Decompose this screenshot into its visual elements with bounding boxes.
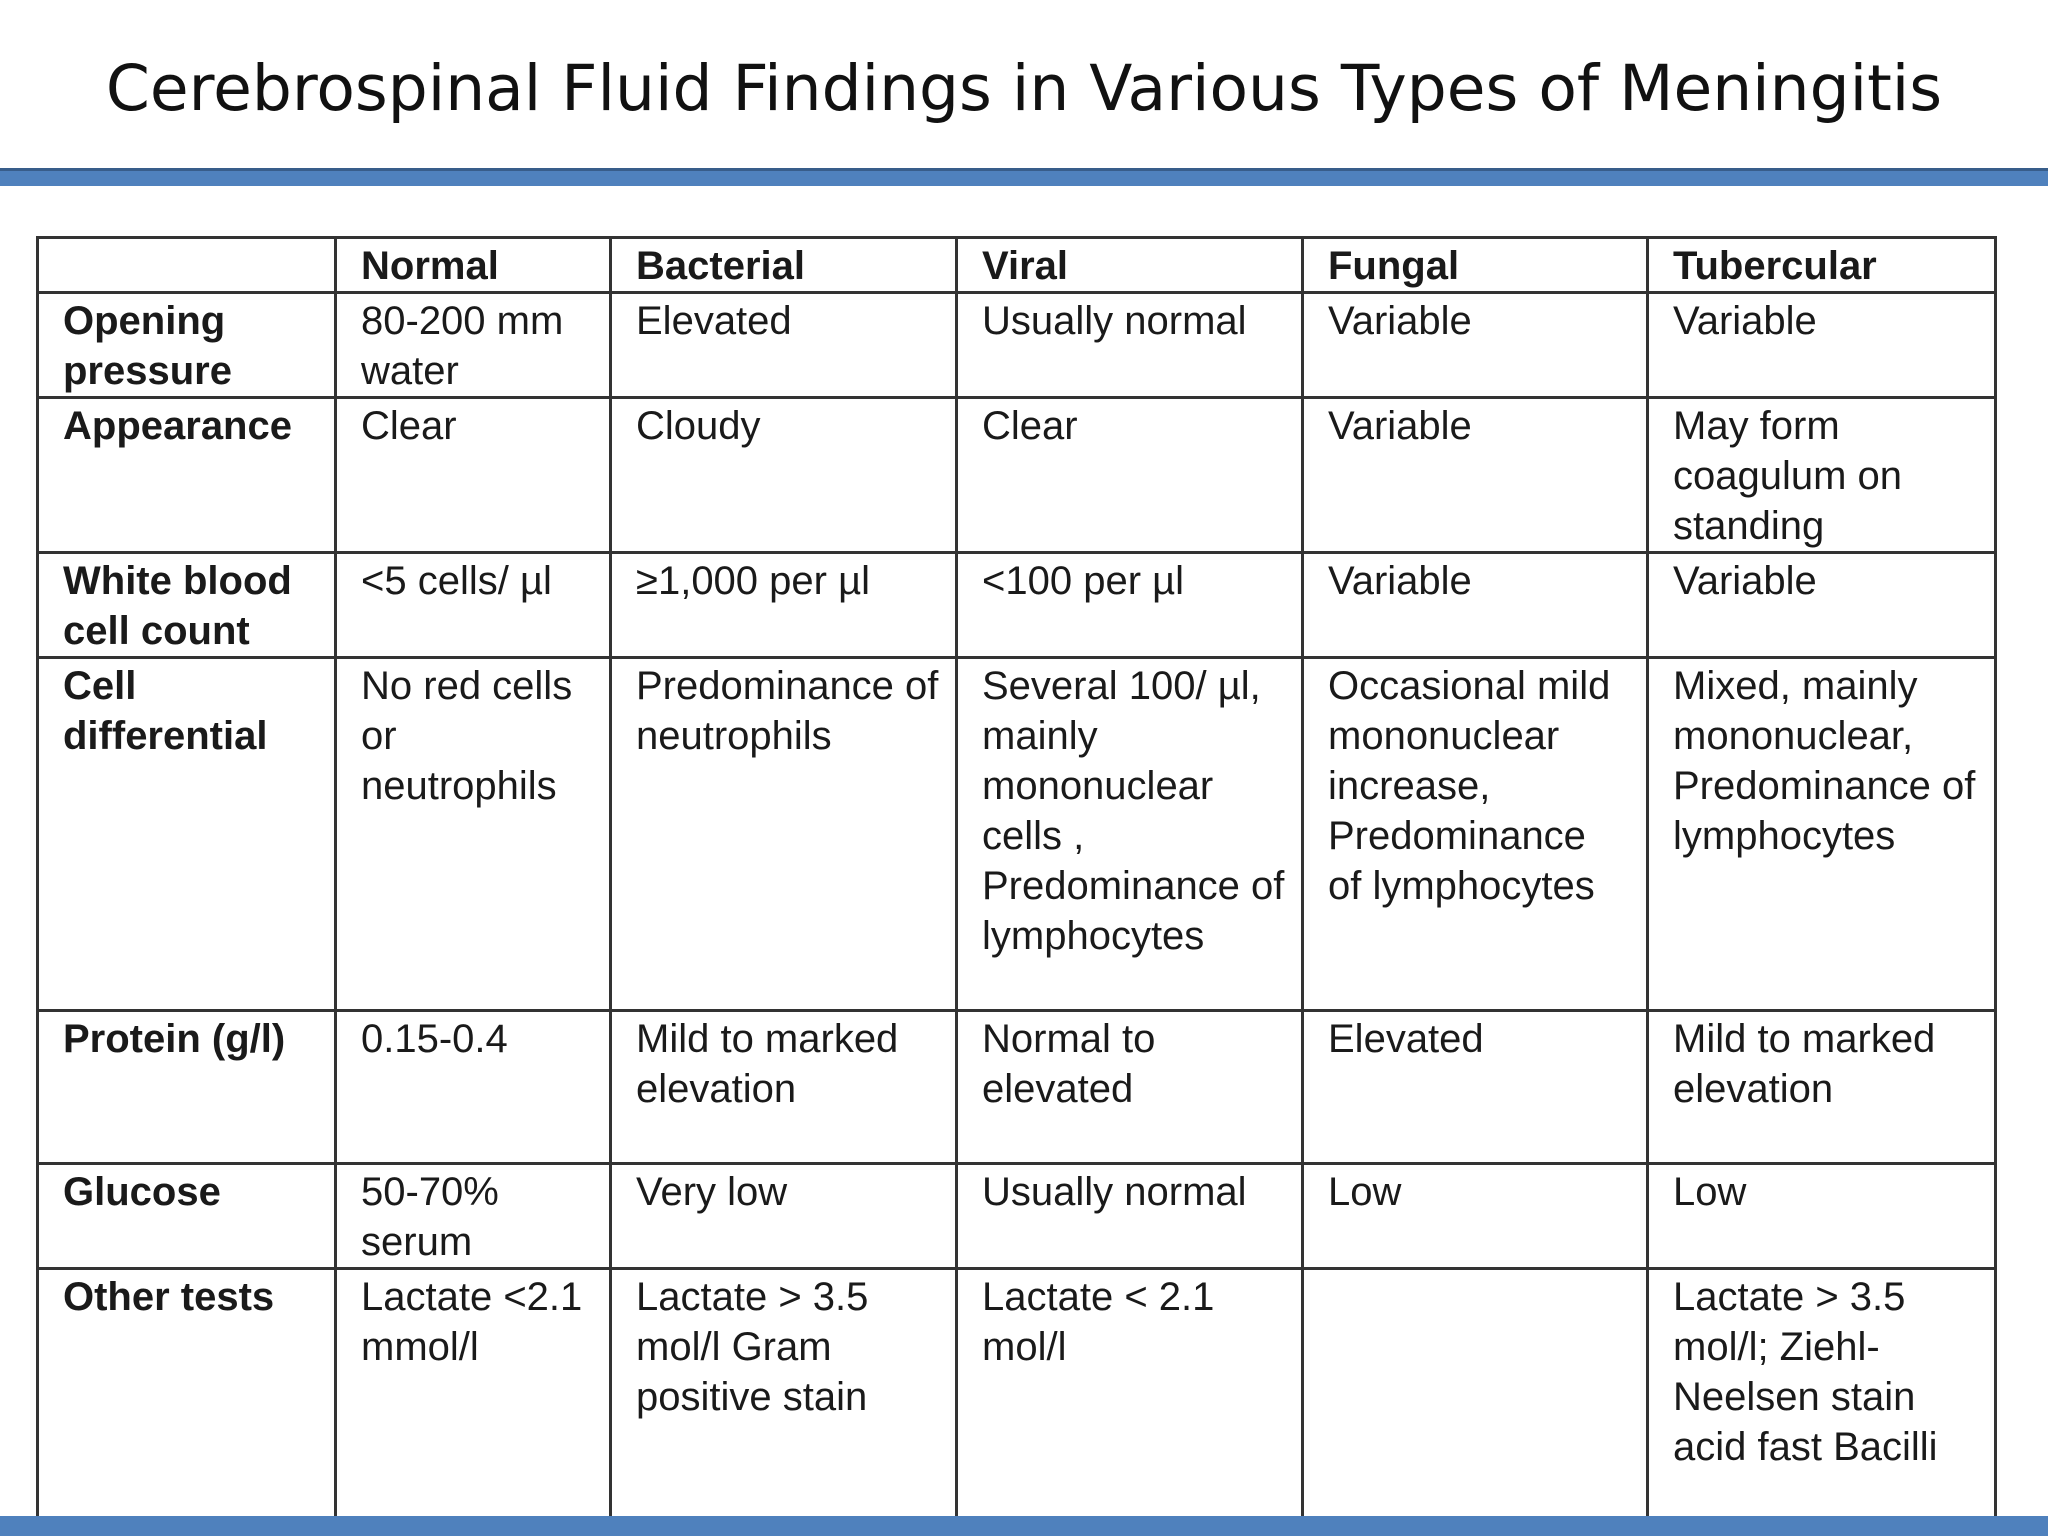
bottom-divider bbox=[0, 1516, 2048, 1536]
table-row bbox=[38, 1269, 1996, 1524]
table-cell: <5 cells/ µl bbox=[336, 553, 611, 658]
table-cell: Predominance of neutrophils bbox=[611, 658, 957, 1011]
table-cell: Very low bbox=[611, 1164, 957, 1269]
table-cell: Low bbox=[1303, 1164, 1648, 1269]
table-cell: 50-70% serum bbox=[336, 1164, 611, 1269]
table-cell: Mild to marked elevation bbox=[611, 1011, 957, 1164]
table-cell: Elevated bbox=[611, 293, 957, 398]
table-cell: Several 100/ µl, mainly mononuclear cells , Predominance of lymphocytes bbox=[957, 658, 1303, 1011]
table-cell: May form coagulum on standing bbox=[1648, 398, 1996, 553]
table-cell: Usually normal bbox=[957, 1164, 1303, 1269]
table-row bbox=[38, 658, 1996, 1011]
table-cell: Mixed, mainly mononuclear, Predominance of lymphocytes bbox=[1648, 658, 1996, 1011]
table-cell: Elevated bbox=[1303, 1011, 1648, 1164]
row-label: Glucose bbox=[38, 1164, 336, 1269]
table-cell: Variable bbox=[1303, 553, 1648, 658]
table-cell: Variable bbox=[1648, 293, 1996, 398]
table-cell: Normal to elevated bbox=[957, 1011, 1303, 1164]
table-cell: Variable bbox=[1303, 398, 1648, 553]
header-tubercular: Tubercular bbox=[1648, 238, 1996, 293]
header-cell-empty bbox=[38, 238, 336, 293]
row-label: White blood cell count bbox=[38, 553, 336, 658]
header-viral: Viral bbox=[957, 238, 1303, 293]
table-row bbox=[38, 1011, 1996, 1164]
table-cell: Low bbox=[1648, 1164, 1996, 1269]
table-cell: Lactate > 3.5 mol/l Gram positive stain bbox=[611, 1269, 957, 1524]
cut-off-caption bbox=[0, 1503, 2048, 1516]
table-cell: ≥1,000 per µl bbox=[611, 553, 957, 658]
header-normal: Normal bbox=[336, 238, 611, 293]
table-cell: 0.15-0.4 bbox=[336, 1011, 611, 1164]
table-cell: Lactate > 3.5 mol/l; Ziehl-Neelsen stain acid fast Bacilli bbox=[1648, 1269, 1996, 1524]
table-cell: No red cells or neutrophils bbox=[336, 658, 611, 1011]
table-cell: Variable bbox=[1303, 293, 1648, 398]
table-cell bbox=[1303, 1269, 1648, 1524]
table-row bbox=[38, 293, 1996, 398]
row-label: Other tests bbox=[38, 1269, 336, 1524]
table-header-row bbox=[38, 238, 1996, 293]
csf-findings-table bbox=[36, 236, 1997, 1525]
table-cell: Cloudy bbox=[611, 398, 957, 553]
table-row bbox=[38, 1164, 1996, 1269]
table-cell: 80-200 mm water bbox=[336, 293, 611, 398]
table-row bbox=[38, 398, 1996, 553]
table-cell: Variable bbox=[1648, 553, 1996, 658]
title-divider bbox=[0, 168, 2048, 186]
row-label: Protein (g/l) bbox=[38, 1011, 336, 1164]
table-cell: Clear bbox=[336, 398, 611, 553]
header-bacterial: Bacterial bbox=[611, 238, 957, 293]
table-cell: Occasional mild mononuclear increase, Predominance of lymphocytes bbox=[1303, 658, 1648, 1011]
header-fungal: Fungal bbox=[1303, 238, 1648, 293]
table-cell: Lactate < 2.1 mol/l bbox=[957, 1269, 1303, 1524]
table-cell: Lactate <2.1 mmol/l bbox=[336, 1269, 611, 1524]
table-cell: Usually normal bbox=[957, 293, 1303, 398]
row-label: Appearance bbox=[38, 398, 336, 553]
table-row bbox=[38, 553, 1996, 658]
table-cell: Mild to marked elevation bbox=[1648, 1011, 1996, 1164]
row-label: Cell differential bbox=[38, 658, 336, 1011]
row-label: Opening pressure bbox=[38, 293, 336, 398]
slide-title: Cerebrospinal Fluid Findings in Various Types of Meningitis bbox=[105, 52, 1943, 125]
table-cell: Clear bbox=[957, 398, 1303, 553]
table-cell: <100 per µl bbox=[957, 553, 1303, 658]
